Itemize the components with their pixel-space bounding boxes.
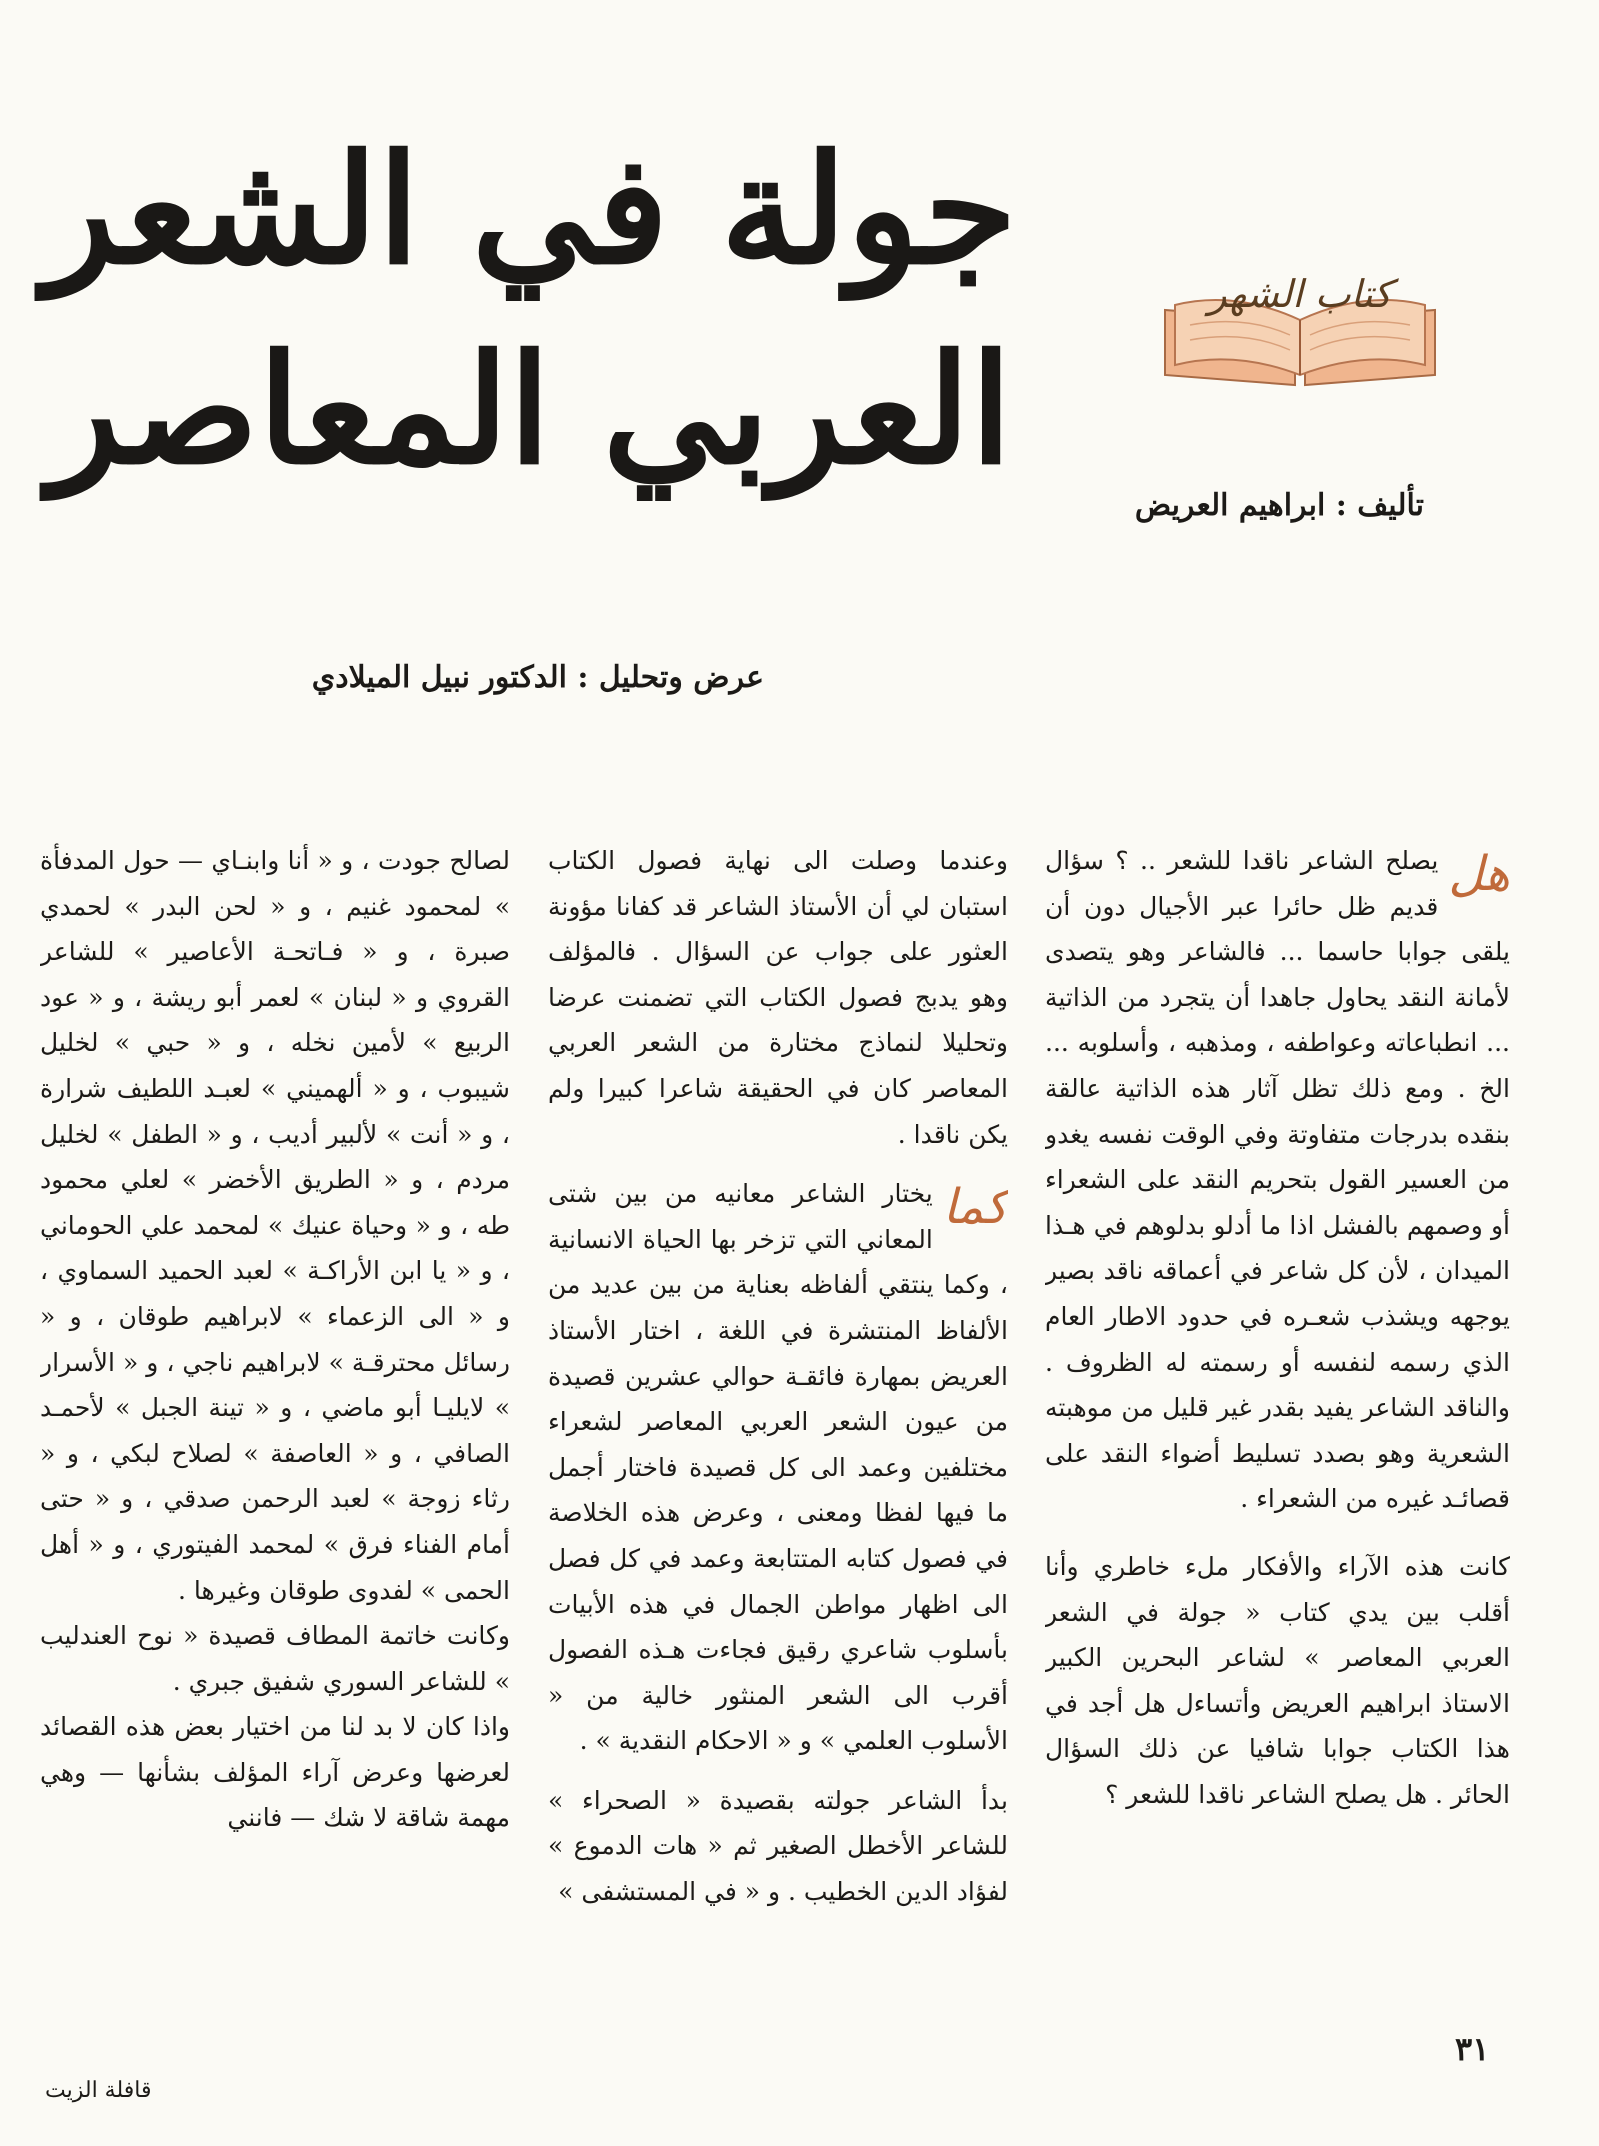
- author-line: تأليف : ابراهيم العريض: [1134, 488, 1424, 523]
- title-line-1: جولة في الشعر: [43, 122, 1017, 298]
- paragraph: بدأ الشاعر جولته بقصيدة « الصحراء » للشاعر الأخطل الصغير ثم « هات الدموع » لفؤاد الدين الخطيب . و « في المستشفى »: [548, 1785, 1008, 1907]
- paragraph: واذا كان لا بد لنا من اختيار بعض هذه القصائد لعرضها وعرض آراء المؤلف بشأنها — وهي مهمة شاقة لا شك — فانني: [40, 1712, 510, 1833]
- dropcap: كما: [942, 1179, 1008, 1236]
- magazine-name: قافلة الزيت: [45, 2078, 152, 2103]
- page-number: ٣١: [1455, 2030, 1490, 2068]
- text-column-left: [40, 838, 510, 2033]
- open-book-icon: [1155, 250, 1445, 390]
- article-title: [40, 110, 1020, 510]
- text-column-right: [1045, 838, 1510, 2033]
- paragraph: كانت هذه الآراء والأفكار ملء خاطري وأنا أقلب بين يدي كتاب « جولة في الشعر العربي المعاصر » لشاعر البحرين الكبير الاستاذ ابراهيم العريض وأتساءل هل أجد في هذا الكتاب جوابا شافيا عن ذلك السؤال الحائر . هل يصلح الشاعر ناقدا للشعر ؟: [1045, 1551, 1510, 1809]
- emblem-label: كتاب الشهر: [1208, 272, 1392, 316]
- book-of-month-emblem: [1155, 250, 1445, 390]
- paragraph: وكانت خاتمة المطاف قصيدة « نوح العندليب » للشاعر السوري شفيق جبري .: [40, 1621, 510, 1696]
- text-column-middle: [548, 838, 1008, 2033]
- dropcap: هل: [1448, 846, 1510, 902]
- paragraph: يختار الشاعر معانيه من بين شتى المعاني التي تزخر بها الحياة الانسانية ، وكما ينتقي ألفاظه بعناية من بين عديد من الألفاظ المنتشرة في اللغة ، اختار الأستاذ العريض بمهارة فائقـة حوالي عشرين قصيدة من عيون الشعر العربي المعاصر لشعراء مختلفين وعمد الى كل قصيدة فاختار أجمل ما فيها لفظا ومعنى ، وعرض هذه الخلاصة في فصول كتابه المتتابعة وعمد في كل فصل الى اظهار مواطن الجمال في هذه الأبيات بأسلوب شاعري رقيق فجاءت هـذه الفصول أقرب الى الشعر المنثور خالية من « الأسلوب العلمي » و « الاحكام النقدية » .: [548, 1179, 1008, 1756]
- title-line-2: العربي المعاصر: [48, 322, 1012, 498]
- reviewer-line: عرض وتحليل : الدكتور نبيل الميلادي: [311, 660, 764, 695]
- paragraph: يصلح الشاعر ناقدا للشعر .. ؟ سؤال قديم ظل حائرا عبر الأجيال دون أن يلقى جوابا حاسما ... فالشاعر وهو يتصدى لأمانة النقد يحاول جاهدا أن يتجرد من الذاتية ... انطباعاته وعواطفه ، ومذهبه ، وأسلوبه ... الخ . ومع ذلك تظل آثار هذه الذاتية عالقة بنقده بدرجات متفاوتة وفي الوقت نفسه يغدو من العسير القول بتحريم النقد على الشعراء أو وصمهم بالفشل اذا ما أدلو بدلوهم في هـذا الميدان ، لأن كل شاعر في أعماقه ناقد بصير يوجهه ويشذب شعـره في حدود الاطار العام الذي رسمه لنفسه أو رسمته له الظروف . والناقد الشاعر يفيد بقدر غير قليل من موهبته الشعرية وهو بصدد تسليط أضواء النقد على قصائـد غيره من الشعراء .: [1045, 846, 1510, 1514]
- paragraph: وعندما وصلت الى نهاية فصول الكتاب استبان لي أن الأستاذ الشاعر قد كفانا مؤونة العثور على جواب عن السؤال . فالمؤلف وهو يدبج فصول الكتاب التي تضمنت عرضا وتحليلا لنماذج مختارة من الشعر العربي المعاصر كان في الحقيقة شاعرا كبيرا ولم يكن ناقدا .: [548, 846, 1008, 1149]
- paragraph: لصالح جودت ، و « أنا وابنـاي — حول المدفأة » لمحمود غنيم ، و « لحن البدر » لحمدي صبرة ، و « فـاتحـة الأعاصير » للشاعر القروي و « لبنان » لعمر أبو ريشة ، و « عود الربيع » لأمين نخله ، و « حبي » لخليل شيبوب ، و « ألهميني » لعبـد اللطيف شرارة ، و « أنت » لألبير أديب ، و « الطفل » لخليل مردم ، و « الطريق الأخضر » لعلي محمود طه ، و « وحياة عنيك » لمحمد علي الحوماني ، و « يا ابن الأراكـة » لعبد الحميد السماوي ، و « الى الزعماء » لابراهيم طوقان ، و « رسائل محترقـة » لابراهيم ناجي ، و « الأسرار » لايليـا أبو ماضي ، و « تينة الجبل » لأحمـد الصافي ، و « العاصفة » لصلاح لبكي ، و « رثاء زوجة » لعبد الرحمن صدقي ، و « حتى أمام الفناء فرق » لمحمد الفيتوري ، و « أهل الحمى » لفدوى طوقان وغيرها .: [40, 846, 510, 1605]
